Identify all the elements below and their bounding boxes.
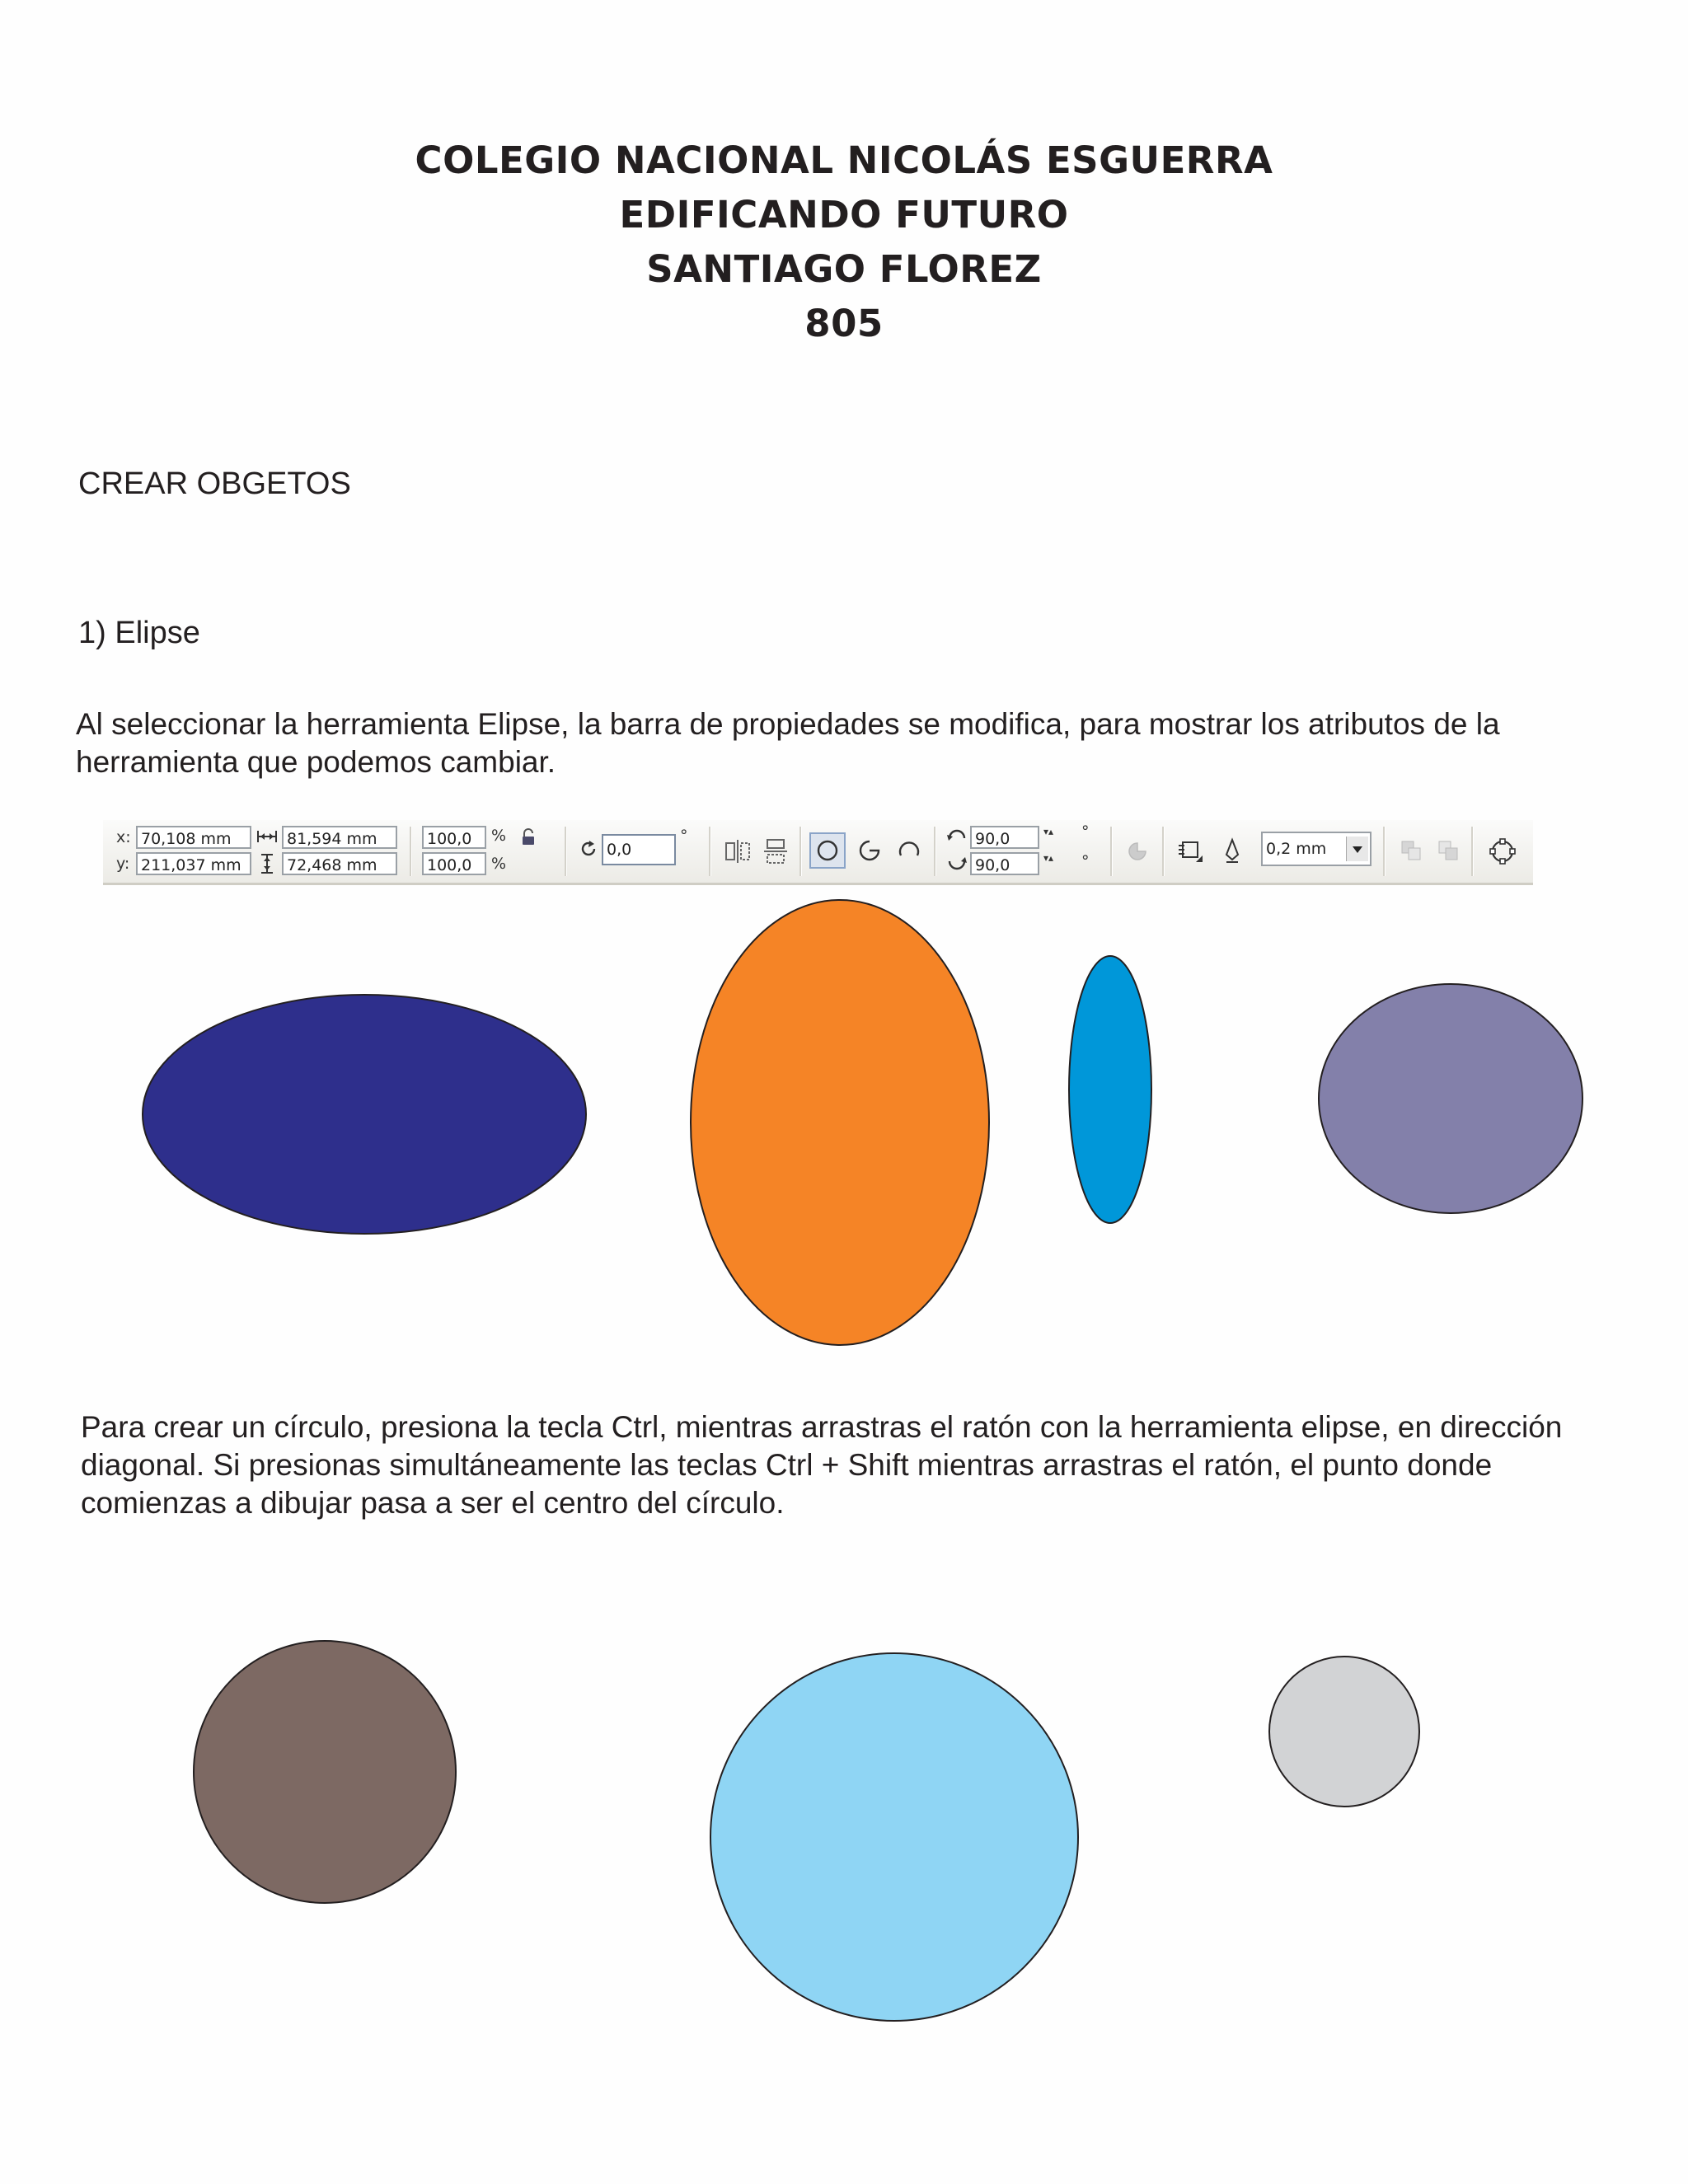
scale-y-field[interactable]: 100,0: [422, 852, 486, 875]
paragraph-circle-instructions: Para crear un círculo, presiona la tecla Ctrl, mientras arrastras el ratón con la herramienta elipse, en dirección diagonal. Si presionas simultáneamente las teclas Ctrl + Shift mientras arrastras el ratón, el punto donde comienzas a dibujar pasa a ser el centro del círculo.: [81, 1410, 1563, 1520]
degree-label: °: [1081, 852, 1090, 870]
circle-light-blue: [710, 1653, 1078, 2021]
rotation-angle-field[interactable]: 0,0: [602, 834, 676, 865]
header-line-school: COLEGIO NACIONAL NICOLÁS ESGUERRA: [415, 138, 1273, 182]
end-angle-field[interactable]: 90,0: [970, 852, 1039, 875]
item-title: 1) Elipse: [78, 616, 200, 650]
x-label: x:: [116, 828, 131, 846]
ellipse-orange: [691, 900, 989, 1345]
ellipse-dark-blue: [143, 995, 586, 1234]
header-line-course: 805: [804, 302, 884, 345]
ellipse-blue: [1069, 956, 1151, 1223]
height-field[interactable]: 72,468 mm: [282, 852, 397, 875]
degree-label: °: [680, 827, 688, 845]
header-line-motto: EDIFICANDO FUTURO: [619, 193, 1069, 237]
y-label: y:: [116, 855, 130, 873]
end-angle-spinner[interactable]: ▾▴: [1043, 852, 1054, 864]
percent-label: %: [491, 855, 507, 873]
degree-label: °: [1081, 823, 1090, 841]
width-field[interactable]: 81,594 mm: [282, 826, 397, 849]
scale-x-field[interactable]: 100,0: [422, 826, 486, 849]
circle-brown: [194, 1641, 456, 1903]
outline-width-value: 0,2 mm: [1266, 840, 1327, 858]
circle-gray: [1269, 1657, 1419, 1807]
header-line-student: SANTIAGO FLOREZ: [646, 247, 1042, 291]
percent-label: %: [491, 827, 507, 845]
section-title: CREAR OBGETOS: [78, 466, 351, 501]
start-angle-spinner[interactable]: ▾▴: [1043, 826, 1054, 837]
x-position-field[interactable]: 70,108 mm: [136, 826, 251, 849]
paragraph-ellipse-tool: Al seleccionar la herramienta Elipse, la barra de propiedades se modifica, para mostrar los atributos de la herramienta que podemos cambiar.: [76, 707, 1500, 779]
start-angle-field[interactable]: 90,0: [970, 826, 1039, 849]
ellipse-lavender: [1319, 984, 1582, 1213]
y-position-field[interactable]: 211,037 mm: [136, 852, 251, 875]
